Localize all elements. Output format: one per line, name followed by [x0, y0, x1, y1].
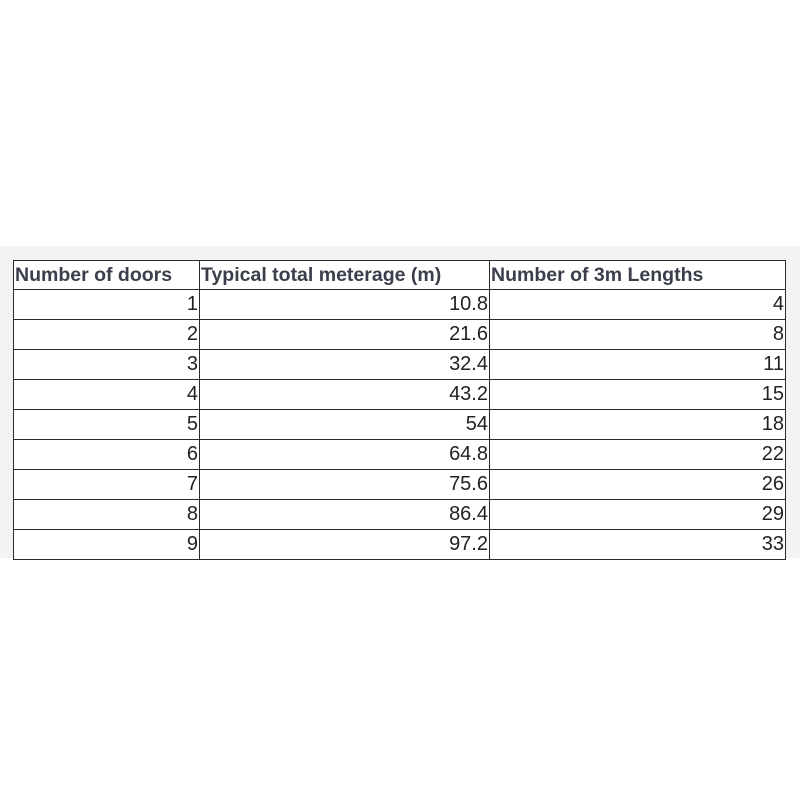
- cell-lengths: 11: [490, 350, 786, 380]
- header-number-of-doors: Number of doors: [14, 261, 200, 290]
- door-meterage-table: [13, 260, 786, 560]
- header-typical-total-meterage: Typical total meterage (m): [200, 261, 490, 290]
- table-row: [14, 320, 786, 350]
- cell-lengths: 26: [490, 470, 786, 500]
- cell-doors: 3: [14, 350, 200, 380]
- cell-lengths: 15: [490, 380, 786, 410]
- cell-doors: 1: [14, 290, 200, 320]
- cell-lengths: 29: [490, 500, 786, 530]
- cell-lengths: 22: [490, 440, 786, 470]
- table-row: [14, 410, 786, 440]
- cell-meterage: 64.8: [200, 440, 490, 470]
- cell-lengths: 8: [490, 320, 786, 350]
- cell-meterage: 54: [200, 410, 490, 440]
- cell-lengths: 33: [490, 530, 786, 560]
- cell-meterage: 86.4: [200, 500, 490, 530]
- cell-lengths: 18: [490, 410, 786, 440]
- table-row: [14, 500, 786, 530]
- header-row: [14, 261, 786, 290]
- table-row: [14, 530, 786, 560]
- cell-meterage: 97.2: [200, 530, 490, 560]
- table-row: [14, 350, 786, 380]
- cell-meterage: 75.6: [200, 470, 490, 500]
- cell-doors: 5: [14, 410, 200, 440]
- cell-meterage: 32.4: [200, 350, 490, 380]
- table-row: [14, 440, 786, 470]
- table-row: [14, 380, 786, 410]
- cell-meterage: 10.8: [200, 290, 490, 320]
- cell-doors: 2: [14, 320, 200, 350]
- cell-meterage: 21.6: [200, 320, 490, 350]
- table-row: [14, 470, 786, 500]
- cell-doors: 4: [14, 380, 200, 410]
- cell-lengths: 4: [490, 290, 786, 320]
- cell-doors: 8: [14, 500, 200, 530]
- cell-doors: 9: [14, 530, 200, 560]
- cell-doors: 7: [14, 470, 200, 500]
- table-row: [14, 290, 786, 320]
- cell-meterage: 43.2: [200, 380, 490, 410]
- cell-doors: 6: [14, 440, 200, 470]
- header-number-of-3m-lengths: Number of 3m Lengths: [490, 261, 786, 290]
